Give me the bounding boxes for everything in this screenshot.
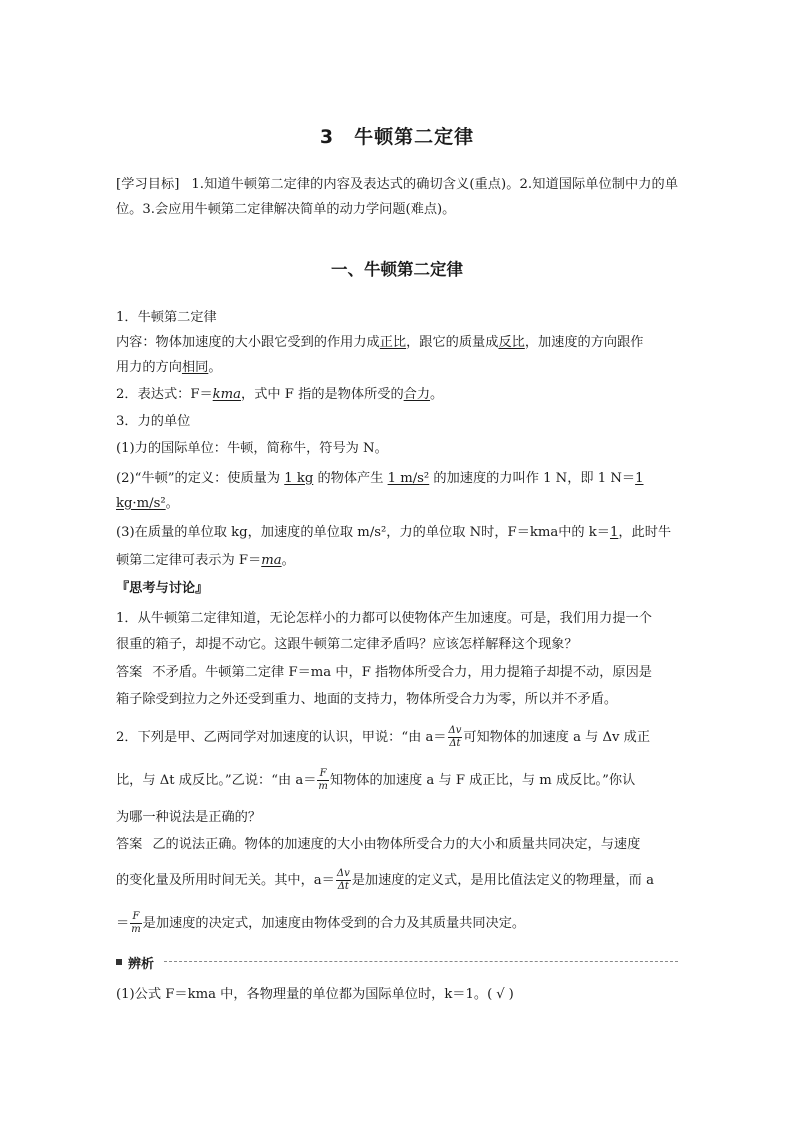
text: ，此时牛: [618, 525, 672, 540]
text: (2)“牛顿”的定义：使质量为: [116, 471, 281, 486]
denominator: m: [131, 924, 141, 935]
text: 不矛盾。牛顿第二定律 F＝ma 中，F 指物体所受合力，用力提箱子却提不动，原因是: [152, 665, 652, 680]
unit-item2-line1: [116, 466, 678, 491]
question2-line3: 为哪一种说法是正确的？: [116, 810, 262, 825]
text: (3)在质量的单位取 kg，加速度的单位取 m/s²，力的单位取 N时，F＝kma中的 k＝: [116, 525, 610, 540]
law-content-line2: [116, 355, 678, 380]
text: 的物体产生: [317, 471, 384, 486]
checkmark-icon: √: [496, 987, 505, 1002]
numerator: Δv: [448, 725, 462, 736]
text: 的加速度的力叫作 1 N，即 1 N＝: [433, 471, 636, 486]
fraction-F-m: [130, 911, 141, 936]
text: ，加速度的方向跟作: [524, 335, 644, 350]
question2-line2: [116, 768, 678, 793]
text: ，跟它的质量成: [406, 335, 499, 350]
text: ): [508, 987, 514, 1002]
text: (1)公式 F＝kma 中，各物理量的单位都为国际单位时，k＝1。(: [116, 987, 493, 1002]
blank-answer: 反比: [498, 335, 525, 350]
text: 知物体的加速度 a 与 F 成正比，与 m 成反比。”你认: [329, 773, 636, 788]
learning-objectives: [116, 172, 678, 222]
unit-heading: 3．力的单位: [116, 414, 191, 429]
text: 内容：物体加速度的大小跟它受到的作用力成: [116, 335, 380, 350]
text: 2．下列是甲、乙两同学对加速度的认识，甲说：“由 a＝: [116, 730, 447, 745]
discussion-heading: 『思考与讨论』: [116, 581, 209, 596]
blank-answer: 1: [635, 471, 644, 486]
text: ＝: [116, 916, 130, 931]
answer2-line2: [116, 868, 678, 893]
unit-item2-line2: [116, 491, 678, 516]
bullet-square-icon: [116, 959, 122, 965]
text: 2．表达式：F＝: [116, 387, 213, 402]
blank-answer: kg·m/s²: [116, 496, 166, 511]
objectives-text: 1.知道牛顿第二定律的内容及表达式的确切含义(重点)。2.知道国际单位制中力的单位。3.会应用牛顿第二定律解决简单的动力学问题(难点)。: [116, 177, 679, 217]
text: 。: [165, 496, 179, 511]
numerator: F: [130, 911, 141, 924]
unit-item3-line1: [116, 520, 678, 545]
text: 是加速度的决定式，加速度由物体受到的合力及其质量共同决定。: [142, 916, 526, 931]
unit-item1: (1)力的国际单位：牛顿，简称牛，符号为 N。: [116, 441, 388, 456]
answer1-line2: 箱子除受到拉力之外还受到重力、地面的支持力，物体所受合力为零，所以并不矛盾。: [116, 692, 618, 707]
question2-line1: [116, 725, 678, 750]
fraction-dv-dt: [448, 725, 463, 750]
objectives-label: [学习目标]: [116, 177, 180, 192]
blank-answer: 合力: [403, 387, 431, 402]
law-content-line1: [116, 330, 678, 355]
text: 比，与 Δt 成反比。”乙说：“由 a＝: [116, 773, 317, 788]
expression-line: [116, 382, 678, 407]
blank-answer: 正比: [379, 335, 407, 350]
question1-line1: 1．从牛顿第二定律知道，无论怎样小的力都可以使物体产生加速度。可是，我们用力提一个: [116, 611, 652, 626]
answer2-line1: [116, 832, 678, 857]
unit-item3-line2: [116, 548, 678, 573]
denominator: Δt: [449, 738, 461, 749]
answer2-line3: [116, 911, 678, 936]
page-title: 3 牛顿第二定律: [319, 126, 475, 148]
section-heading: 一、牛顿第二定律: [331, 260, 463, 279]
answer1-line1: [116, 660, 678, 685]
blank-answer: 1 m/s²: [387, 471, 430, 486]
analysis-item1: [116, 982, 678, 1007]
text: 。: [430, 387, 444, 402]
text: 乙的说法正确。物体的加速度的大小由物体所受合力的大小和质量共同决定，与速度: [152, 837, 641, 852]
text: ，式中 F 指的是物体所受的: [241, 387, 404, 402]
blank-answer: 相同: [181, 360, 209, 375]
answer-label: 答案: [116, 665, 143, 680]
text: 。: [281, 553, 295, 568]
numerator: F: [317, 768, 328, 781]
analysis-label: 辨析: [128, 957, 155, 972]
blank-answer: 1 kg: [284, 471, 314, 486]
fraction-dv-dt: [336, 868, 351, 893]
analysis-separator: [116, 957, 678, 972]
text: 。: [208, 360, 222, 375]
denominator: Δt: [337, 881, 349, 892]
text: 可知物体的加速度 a 与 Δv 成正: [463, 730, 651, 745]
numerator: Δv: [336, 868, 350, 879]
denominator: m: [318, 781, 328, 792]
text: 是加速度的定义式，是用比值法定义的物理量，而 a: [351, 873, 654, 888]
question1-line2: 很重的箱子，却提不动它。这跟牛顿第二定律矛盾吗？应该怎样解释这个现象？: [116, 637, 578, 652]
blank-answer: 1: [609, 525, 619, 540]
text: 的变化量及所用时间无关。其中，a＝: [116, 873, 335, 888]
law-heading: 1．牛顿第二定律: [116, 310, 217, 325]
fraction-F-m: [317, 768, 328, 793]
blank-answer: kma: [212, 387, 242, 402]
text: 顿第二定律可表示为 F＝: [116, 553, 262, 568]
answer-label: 答案: [116, 837, 143, 852]
dashed-divider: [164, 961, 678, 962]
blank-answer: ma: [261, 553, 282, 568]
text: 用力的方向: [116, 360, 182, 375]
